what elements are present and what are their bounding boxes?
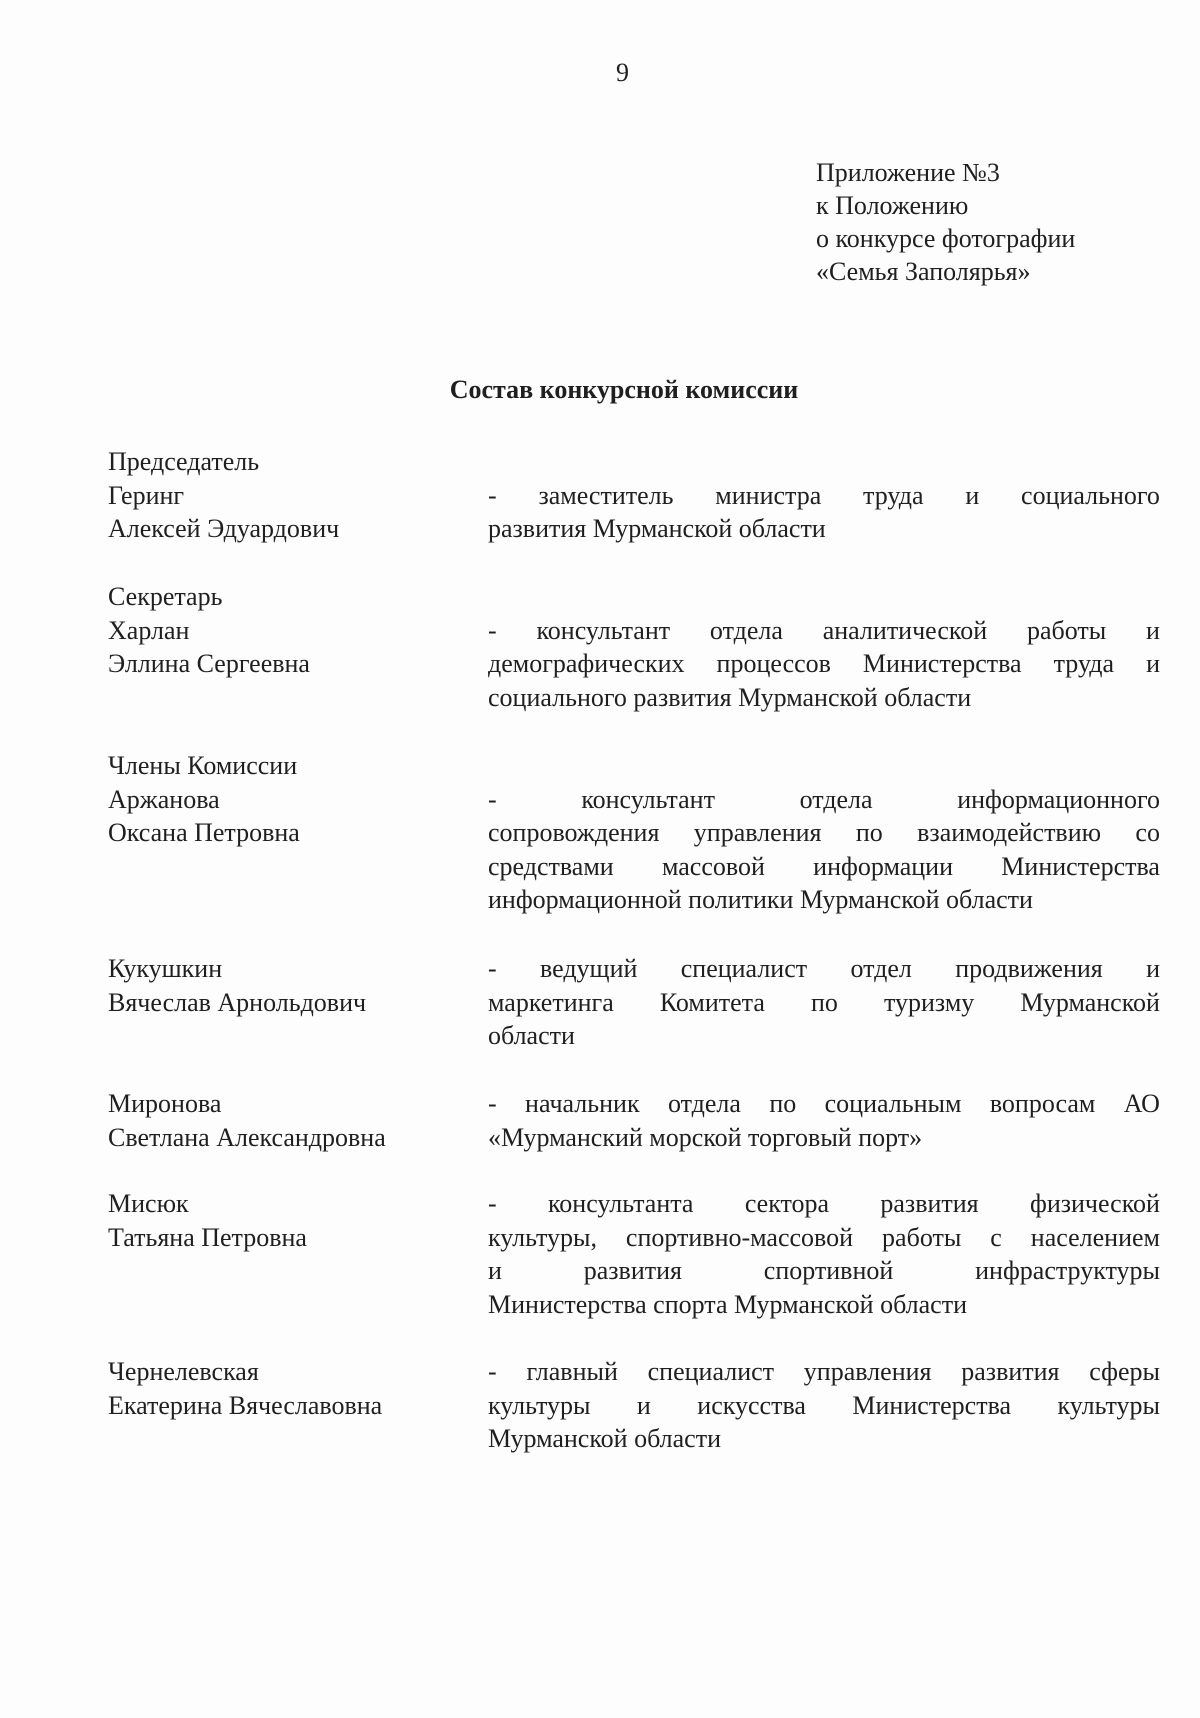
position-line: Министерства спорта Мурманской области [488, 1289, 967, 1319]
member-name-block [108, 1087, 468, 1154]
member-position [488, 952, 1160, 1053]
position-word: Комитета [659, 987, 765, 1017]
position-word: и [965, 480, 980, 510]
position-word: искусства [697, 1390, 806, 1420]
member-name-block [108, 952, 468, 1019]
appendix-line: к Положению [816, 191, 969, 220]
position-word: Мурманской [1020, 987, 1160, 1017]
position-line [488, 1389, 1160, 1423]
position-word: культуры [1057, 1390, 1160, 1420]
position-line [488, 1087, 1160, 1121]
position-word: по [855, 818, 883, 847]
appendix-line: Приложение №3 [816, 158, 1000, 187]
position-line [488, 850, 1160, 884]
position-word: начальник [525, 1089, 640, 1118]
position-word: физической [1029, 1189, 1160, 1218]
position-line: «Мурманский морской торговый порт» [488, 1122, 923, 1152]
position-word: сопровождения [488, 818, 660, 847]
position-line: информационной политики Мурманской области [488, 885, 1033, 914]
position-line [488, 986, 1160, 1020]
position-word: и [488, 1256, 502, 1285]
member-name-block [108, 1355, 468, 1422]
appendix-line: о конкурсе фотографии [816, 224, 1076, 253]
position-word: демографических [488, 649, 685, 678]
position-word: населением [1030, 1222, 1160, 1252]
member-given-names: Екатерина Вячеславовна [108, 1390, 383, 1420]
position-word: - [488, 480, 497, 510]
position-word: развития [880, 1189, 979, 1218]
position-line [488, 1355, 1160, 1389]
member-position [488, 614, 1160, 715]
position-word: управления [693, 818, 822, 847]
position-word: отдел [850, 954, 912, 983]
member-position [488, 479, 1160, 546]
position-word: - [488, 1089, 497, 1118]
position-word: социальным [824, 1089, 962, 1118]
position-word: работы [1026, 615, 1107, 645]
position-word: консультанта [548, 1189, 694, 1218]
position-word: заместитель [538, 480, 674, 510]
role-heading: Члены Комиссии [108, 751, 298, 780]
member-given-names: Алексей Эдуардович [108, 514, 340, 543]
position-word: консультант [581, 784, 715, 814]
position-line: социального развития Мурманской области [488, 682, 972, 712]
member-given-names: Татьяна Петровна [108, 1222, 307, 1252]
member-surname: Чернелевская [108, 1357, 259, 1386]
position-word: и [1146, 954, 1160, 983]
member-given-names: Вячеслав Арнольдович [108, 987, 367, 1017]
member-given-names: Оксана Петровна [108, 818, 300, 847]
position-word: Министерства [852, 1390, 1012, 1420]
position-word: - [488, 954, 497, 983]
page-number: 9 [616, 58, 629, 87]
member-position [488, 783, 1160, 917]
position-word: и [1146, 649, 1160, 678]
member-surname: Миронова [108, 1089, 222, 1118]
position-line [488, 1221, 1160, 1255]
position-word: вопросам [989, 1089, 1096, 1118]
position-word: консультант [536, 615, 671, 645]
position-word: Министерства [1001, 851, 1160, 881]
member-name-block [108, 580, 468, 681]
document-title: Состав конкурсной комиссии [449, 375, 799, 404]
member-surname: Геринг [108, 480, 185, 510]
position-line [488, 647, 1160, 681]
position-word: - [488, 784, 497, 814]
member-position [488, 1355, 1160, 1456]
member-name-block [108, 749, 468, 850]
position-word: развития [961, 1357, 1060, 1386]
position-word: культуры, [488, 1222, 597, 1252]
member-surname: Мисюк [108, 1189, 189, 1218]
position-word: информации [813, 851, 954, 881]
position-line: области [488, 1021, 575, 1050]
position-line [488, 479, 1160, 513]
appendix-line: «Семья Заполярья» [816, 257, 1031, 286]
position-word: аналитической [822, 615, 988, 645]
member-surname: Кукушкин [108, 954, 223, 983]
position-line [488, 952, 1160, 986]
member-name-block [108, 1187, 468, 1254]
member-position [488, 1087, 1160, 1154]
member-surname: Аржанова [108, 784, 220, 814]
member-given-names: Эллина Сергеевна [108, 649, 310, 678]
position-word: по [769, 1089, 797, 1118]
position-word: средствами [488, 851, 614, 881]
role-heading: Секретарь [108, 582, 223, 611]
position-word: взаимодействию [917, 818, 1102, 847]
position-word: процессов [716, 649, 831, 678]
position-word: - [488, 615, 497, 645]
position-word: информационного [957, 784, 1160, 814]
position-word: министра [715, 480, 822, 510]
position-line [488, 816, 1160, 850]
position-line: развития Мурманской области [488, 514, 826, 543]
position-word: отдела [709, 615, 783, 645]
position-word: сферы [1089, 1357, 1160, 1386]
position-word: труда [863, 480, 924, 510]
position-word: главный [526, 1357, 618, 1386]
position-word: по [810, 987, 838, 1017]
position-word: специалист [680, 954, 808, 983]
position-line [488, 1187, 1160, 1221]
position-word: и [1146, 615, 1160, 645]
position-line: Мурманской области [488, 1424, 721, 1453]
position-word: с [990, 1222, 1002, 1252]
position-word: труда [1053, 649, 1115, 678]
position-word: ведущий [540, 954, 638, 983]
position-word: - [488, 1357, 497, 1386]
position-word: продвижения [955, 954, 1103, 983]
position-word: туризму [883, 987, 975, 1017]
position-word: управления [803, 1357, 932, 1386]
position-line [488, 614, 1160, 648]
position-word: отдела [799, 784, 873, 814]
position-word: культуры [488, 1390, 591, 1420]
position-word: сектора [744, 1189, 830, 1218]
position-word: социального [1021, 480, 1160, 510]
position-word: спортивной [763, 1256, 894, 1285]
position-word: со [1135, 818, 1160, 847]
position-word: развития [583, 1256, 682, 1285]
position-word: спортивно-массовой [625, 1222, 854, 1252]
position-word: АО [1123, 1089, 1160, 1118]
position-word: - [488, 1189, 497, 1218]
member-name-block [108, 445, 468, 546]
position-word: специалист [647, 1357, 775, 1386]
position-word: отдела [667, 1089, 741, 1118]
position-word: Министерства [862, 649, 1022, 678]
member-position [488, 1187, 1160, 1321]
appendix-header [816, 156, 1075, 288]
position-word: работы [882, 1222, 962, 1252]
member-given-names: Светлана Александровна [108, 1122, 386, 1152]
position-line [488, 1254, 1160, 1288]
member-surname: Харлан [108, 615, 190, 645]
position-word: инфраструктуры [975, 1256, 1160, 1285]
position-word: маркетинга [488, 987, 614, 1017]
role-heading: Председатель [108, 447, 260, 476]
position-line [488, 783, 1160, 817]
position-word: и [636, 1390, 651, 1420]
position-word: массовой [661, 851, 765, 881]
